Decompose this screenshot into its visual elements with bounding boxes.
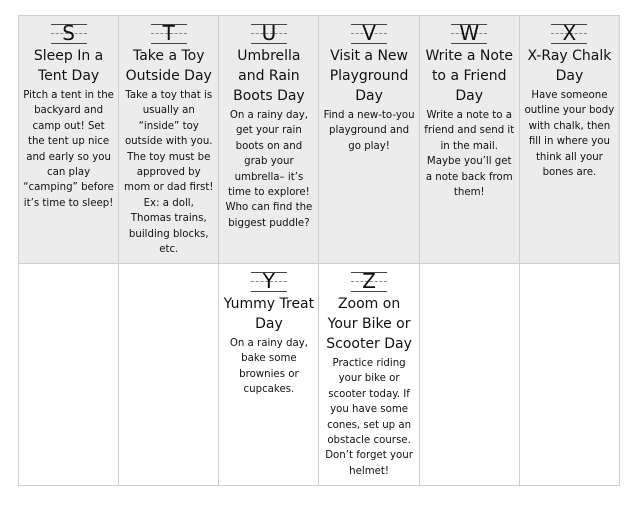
calendar-cell-u: [219, 16, 319, 264]
activity-title: Yummy Treat Day: [223, 296, 315, 332]
activity-title: Visit a New Playground Day: [329, 48, 409, 104]
calendar-cell-empty: [19, 264, 119, 486]
calendar-cell-v: [319, 16, 419, 264]
calendar-cell-y: [219, 264, 319, 486]
activity-title: Take a Toy Outside Day: [125, 48, 212, 84]
calendar-cell-empty: [520, 264, 620, 486]
activity-title: Umbrella and Rain Boots Day: [233, 48, 305, 104]
activity-description: Find a new-to-you playground and go play!: [323, 110, 415, 152]
activity-title: X-Ray Chalk Day: [527, 48, 612, 84]
calendar-cell-empty: [119, 264, 219, 486]
letter-tracing-s: S: [51, 22, 87, 44]
activity-description: On a rainy day, bake some brownies or cupcakes.: [229, 338, 308, 396]
calendar-cell-x: [520, 16, 620, 264]
activity-description: Take a toy that is usually an “inside” toy outside with you. The toy must be approved by mom or dad first! Ex: a doll, Thomas trains, building blocks, etc.: [124, 90, 214, 256]
activity-description: Have someone outline your body with chalk, then fill in where you think all your bones are.: [524, 90, 615, 179]
activity-calendar-grid: [18, 15, 620, 486]
calendar-cell-empty: [420, 264, 520, 486]
letter-tracing-t: T: [151, 22, 187, 44]
letter-tracing-y: Y: [251, 270, 287, 292]
letter-tracing-w: W: [451, 22, 487, 44]
activity-description: Write a note to a friend and send it in the mail. Maybe you’ll get a note back from them!: [424, 110, 515, 199]
calendar-cell-t: [119, 16, 219, 264]
calendar-cell-s: [19, 16, 119, 264]
letter-tracing-x: X: [551, 22, 587, 44]
calendar-cell-z: [319, 264, 419, 486]
calendar-cell-w: [420, 16, 520, 264]
activity-description: On a rainy day, get your rain boots on and grab your umbrella– it’s time to explore! Who can find the biggest puddle?: [225, 110, 313, 229]
letter-tracing-z: Z: [351, 270, 387, 292]
activity-title: Zoom on Your Bike or Scooter Day: [326, 296, 412, 352]
activity-description: Practice riding your bike or scooter today. If you have some cones, set up an obstacle course. Don’t forget your helmet!: [325, 358, 413, 477]
letter-tracing-u: U: [251, 22, 287, 44]
activity-title: Write a Note to a Friend Day: [425, 48, 514, 104]
activity-description: Pitch a tent in the backyard and camp out! Set the tent up nice and early so you can play “camping” before it’s time to sleep!: [23, 90, 114, 209]
letter-tracing-v: V: [351, 22, 387, 44]
activity-title: Sleep In a Tent Day: [33, 48, 104, 84]
